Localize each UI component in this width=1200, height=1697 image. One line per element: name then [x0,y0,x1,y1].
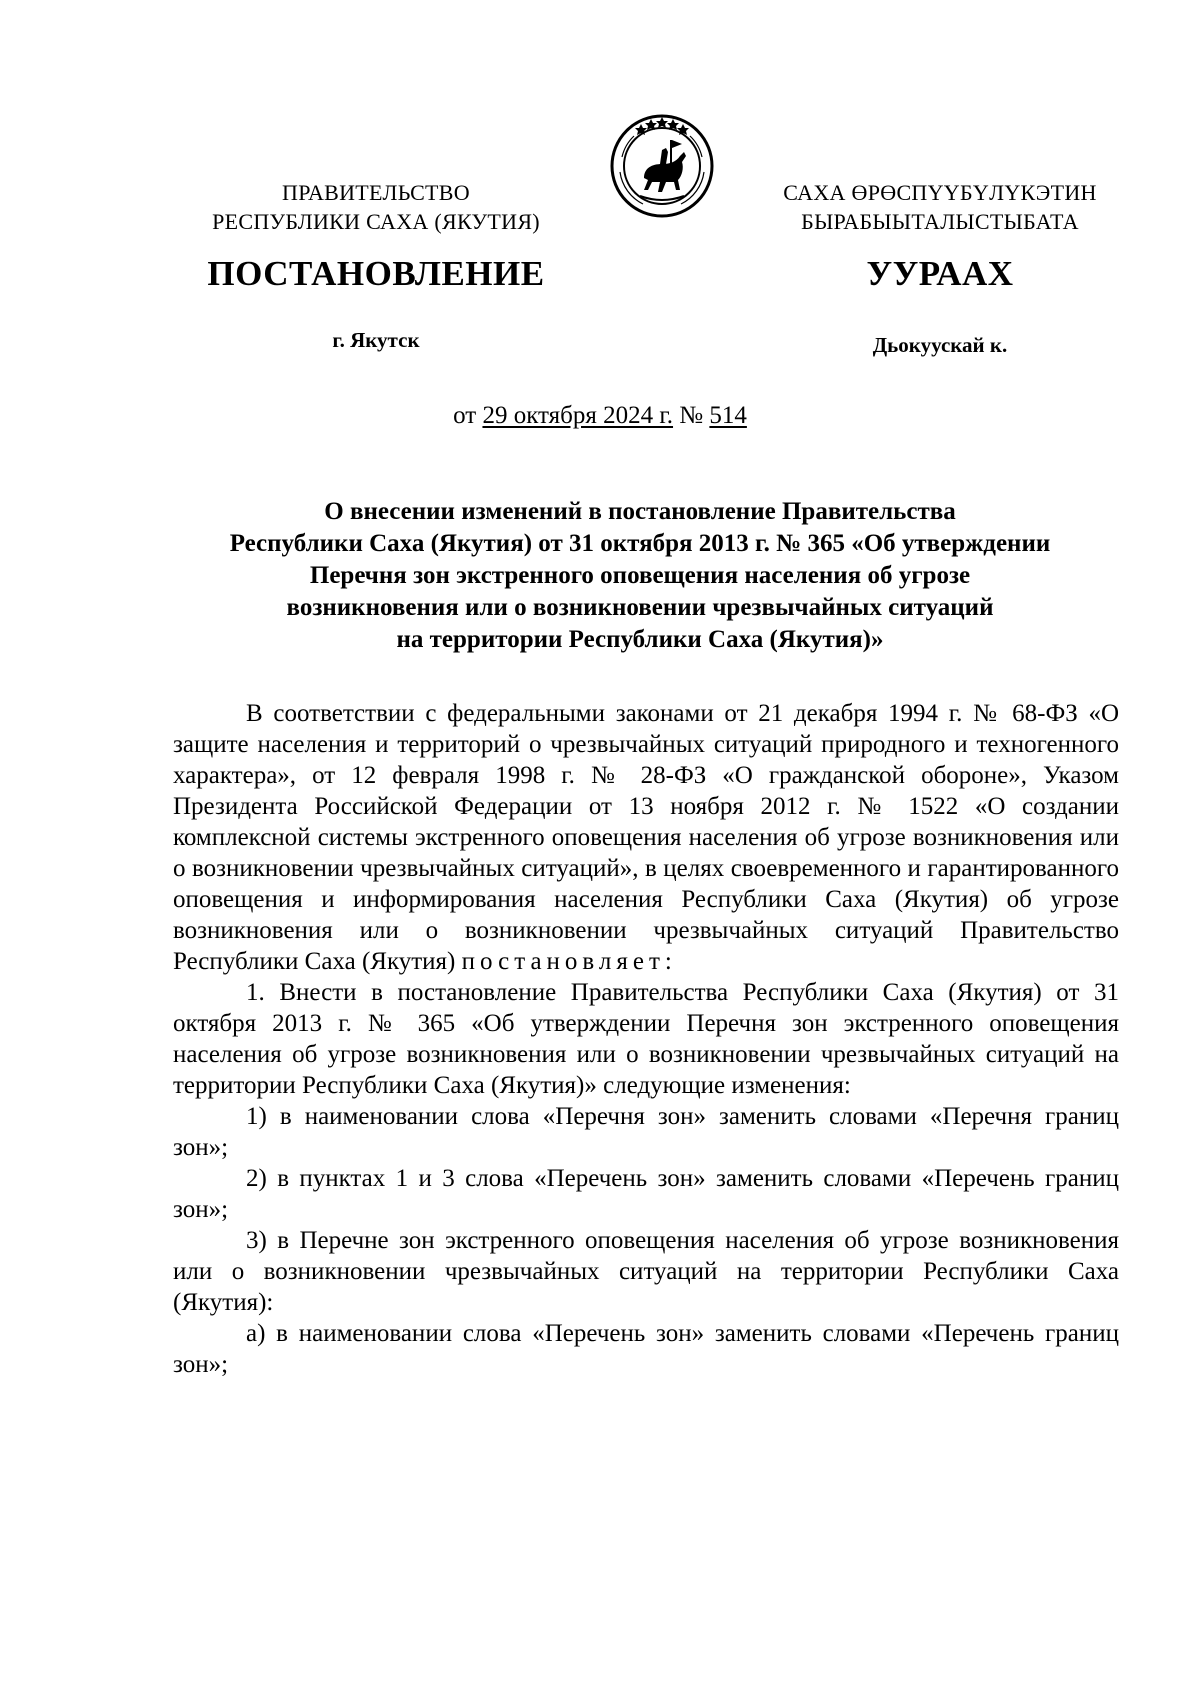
title-line: Республики Саха (Якутия) от 31 октября 2013 г. № 365 «Об утверждении [229,530,1051,557]
government-name-sakha-line2: БЫРАБЫЫТАЛЫСТЫБАТА [801,209,1079,234]
document-type-russian: ПОСТАНОВЛЕНИЕ [207,254,545,293]
paragraph-1-3: 3) в Перечне зон экстренного оповещения населения об угрозе возникновения или о возникновении чрезвычайных ситуаций на территории Республики Саха (Якутия): [173,1227,1119,1316]
decree-word: постановляет: [461,948,677,975]
title-line: на территории Республики Саха (Якутия)» [396,626,884,653]
preamble-text: В соответствии с федеральными законами от 21 декабря 1994 г. № 68-ФЗ «О защите населения и территорий о чрезвычайных ситуаций природного и техногенного характера», от 12 февраля 1998 г. № 28-ФЗ «О гражданской обороне», Указом Президента Российской Федерации от 13 ноября 2012 г. № 1522 «О создании комплексной системы экстренного оповещения населения об угрозе возникновения или о возникновении чрезвычайных ситуаций», в целях своевременного и гарантированного оповещения и информирования населения Республики Саха (Якутия) об угрозе возникновения или о возникновении чрезвычайных ситуаций Правительство Республики Саха (Якутия) [173,700,1119,975]
government-name-line1: ПРАВИТЕЛЬСТВО [282,180,470,205]
government-name-line2: РЕСПУБЛИКИ САХА (ЯКУТИЯ) [212,209,540,234]
title-line: О внесении изменений в постановление Правительства [324,498,956,525]
document-date-number [0,402,1200,430]
title-line: возникновения или о возникновении чрезвычайных ситуаций [286,594,994,621]
paragraph-1-2: 2) в пунктах 1 и 3 слова «Перечень зон» заменить словами «Перечень границ зон»; [173,1165,1119,1223]
government-name-sakha [752,178,1128,236]
preamble-paragraph [173,698,1119,977]
paragraph-1-3-a: а) в наименовании слова «Перечень зон» заменить словами «Перечень границ зон»; [173,1320,1119,1378]
paragraph-1: 1. Внести в постановление Правительства Республики Саха (Якутия) от 31 октября 2013 г. № 365 «Об утверждении Перечня зон экстренного оповещения населения об угрозе возникновения или о возникновении чрезвычайных ситуаций на территории Республики Саха (Якутия)» следующие изменения: [173,979,1119,1099]
city-sakha: Дьокуускай к. [872,333,1008,357]
coat-of-arms-emblem [608,112,716,220]
number-sign: № [679,402,704,429]
government-name-sakha-line1: САХА ӨРӨСПҮҮБҮЛҮКЭТИН [783,180,1097,205]
date-prefix: от [453,402,477,429]
document-date: 29 октября 2024 г. [482,402,674,429]
government-name-russian [186,178,566,236]
document-body [173,698,1119,1380]
document-title [160,496,1120,656]
city-russian: г. Якутск [332,328,420,352]
title-line: Перечня зон экстренного оповещения населения об угрозе [309,562,971,589]
document-number: 514 [709,402,747,429]
paragraph-1-1: 1) в наименовании слова «Перечня зон» заменить словами «Перечня границ зон»; [173,1103,1119,1161]
document-type-sakha: УУРААХ [866,254,1014,293]
